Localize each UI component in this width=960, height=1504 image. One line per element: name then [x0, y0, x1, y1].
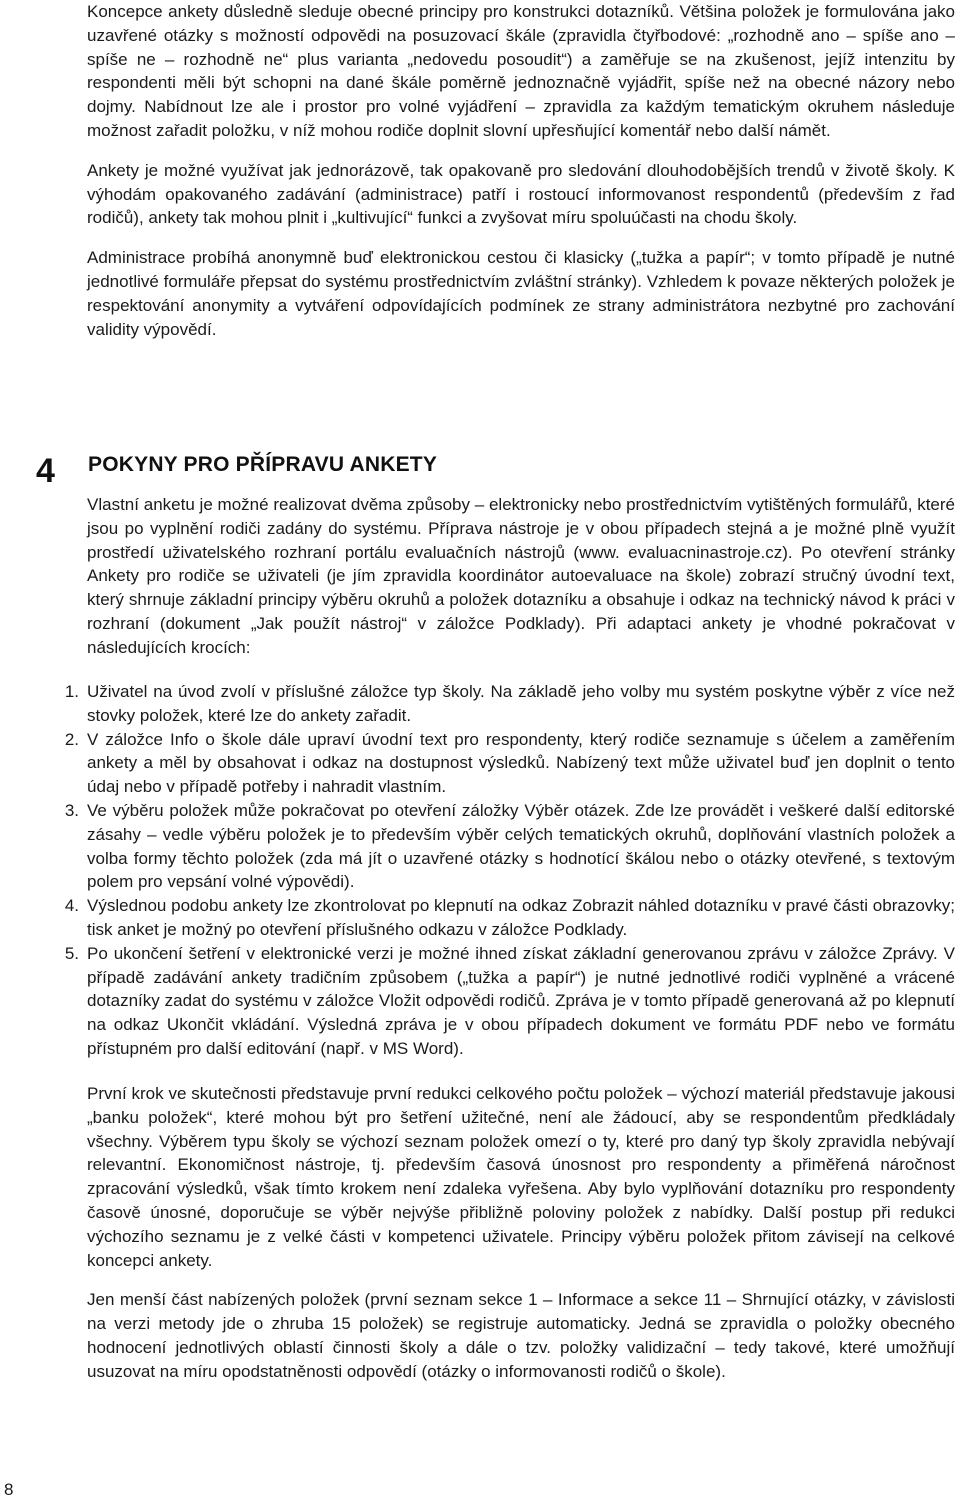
intro-paragraph-3: Administrace probíhá anonymně buď elektronickou cestou či klasicky („tužka a papír“; v tomto případě je nutné jednotlivé formuláře přepsat do systému prostřednictvím zvláštní stránky). Vzhledem k povaze některých položek je respektování anonymity a vytváření odpovídajících podmínek ze strany administrátora nezbytné pro zachování validity výpovědí.	[87, 248, 955, 339]
section-heading: POKYNY PRO PŘÍPRAVU ANKETY	[88, 453, 438, 476]
section-number: 4	[36, 452, 55, 490]
intro-section	[87, 0, 955, 341]
list-item-number: 3.	[64, 800, 79, 820]
list-item-text: Uživatel na úvod zvolí v příslušné záložce typ školy. Na základě jeho volby mu systém poskytne výběr z více než stovky položek, které lze do ankety zařadit.	[87, 682, 955, 725]
list-item	[64, 894, 955, 942]
list-item-number: 4.	[64, 896, 79, 916]
list-item-text: Ve výběru položek může pokračovat po otevření záložky Výběr otázek. Zde lze provádět i veškeré další editorské zásahy – vedle výběru položek je to především výběr celých tematických okruhů, doplňování vlastních položek a volba formy těchto položek (zda má jít o uzavřené otázky s hodnotící škálou nebo o otázky otevřené, s textovým polem pro vepsání volné výpovědi).	[87, 800, 955, 892]
list-item	[64, 680, 955, 728]
list-item-number: 2.	[64, 729, 79, 749]
list-item-number: 1.	[64, 682, 79, 701]
closing-section	[87, 1082, 955, 1384]
list-item-text: Výslednou podobu ankety lze zkontrolovat po klepnutí na odkaz Zobrazit náhled dotazníku v pravé části obrazovky; tisk anket je možný po otevření příslušného odkazu v záložce Podklady.	[87, 896, 955, 939]
section-paragraph: Vlastní anketu je možné realizovat dvěma způsoby – elektronicky nebo prostřednictvím vytištěných formulářů, které jsou po vyplnění rodiči zadány do systému. Příprava nástroje je v obou případech stejná a je možné plně využít prostředí uživatelského rozhraní portálu evaluačních nástrojů (www. evaluacninastroje.cz). Po otevření stránky Ankety pro rodiče se uživateli (je jím zpravidla koordinátor autoevaluace na škole) zobrazí stručný úvodní text, který shrnuje základní principy výběru okruhů a položek dotazníku a obsahuje i odkaz na technický návod k práci v rozhraní (dokument „Jak použít nástroj“ v záložce Podklady). Při adaptaci ankety je vhodné pokračovat v následujících krocích:	[87, 495, 955, 657]
intro-paragraph-1: Koncepce ankety důsledně sleduje obecné principy pro konstrukci dotazníků. Většina položek je formulována jako uzavřené otázky s možností odpovědi na posuzovací škále (zpravidla čtyřbodové: „rozhodně ano – spíše ano – spíše ne – rozhodně ne“ plus varianta „nedovedu posoudit“) a zaměřuje se na zkušenost, jejíž intenzitu by respondenti měli být schopni na dané škále poměrně jednoznačně vyjádřit, spíše než na obecné názory nebo dojmy. Nabídnout lze ale i prostor pro volné vyjádření – zpravidla za každým tematickým okruhem následuje možnost zařadit položku, v níž mohou rodiče doplnit slovní upřesňující komentář nebo další námět.	[87, 2, 955, 140]
section-body	[87, 493, 955, 660]
intro-paragraph-2: Ankety je možné využívat jak jednorázově, tak opakovaně pro sledování dlouhodobějších trendů v životě školy. K výhodám opakovaného zadávání (administrace) patří i rostoucí informovanost respondentů (především z řad rodičů), ankety tak mohou plnit i „kultivující“ funkci a zvyšovat míru spoluúčasti na chodu školy.	[87, 160, 955, 228]
closing-paragraph-2: Jen menší část nabízených položek (první seznam sekce 1 – Informace a sekce 11 – Shrnující otázky, v závislosti na verzi metody jde o zhruba 15 položek) se registruje automaticky. Jedná se zpravidla o položky obecného hodnocení jednotlivých oblastí činnosti školy a dále o tzv. položky validizační – tedy takové, které umožňují usuzovat na míru opodstatněnosti odpovědí (otázky o informovanosti rodičů o škole).	[87, 1290, 955, 1381]
list-item	[64, 942, 955, 1061]
closing-paragraph-1: První krok ve skutečnosti představuje první redukci celkového počtu položek – výchozí materiál představuje jakousi „banku položek“, které mohou být pro šetření užitečné, není ale žádoucí, aby se respondentům předkládaly všechny. Výběrem typu školy se výchozí seznam položek omezí o ty, které pro daný typ školy zpravidla nebývají relevantní. Ekonomičnost nástroje, tj. především časová únosnost pro respondenty a přiměřená náročnost zpracování výsledků, však tímto krokem není zdaleka vyřešena. Aby bylo vyplňování dotazníku pro respondenty časově únosné, doporučuje se výběr nejvýše přibližně poloviny položek z nabídky. Další postup při redukci výchozího seznamu je z velké části v kompetenci uživatele. Principy výběru položek přitom závisejí na celkové koncepci ankety.	[87, 1084, 955, 1270]
list-item	[64, 728, 955, 799]
list-item	[64, 799, 955, 894]
steps-list	[64, 680, 955, 1061]
list-item-text: Po ukončení šetření v elektronické verzi je možné ihned získat základní generovanou zprávu v záložce Zprávy. V případě zadávání ankety tradičním způsobem („tužka a papír“) je nutné jednotlivé rodiči vyplněné a vrácené dotazníky zadat do systému v záložce Vložit odpovědi rodičů. Zpráva je v tomto případě generovaná až po klepnutí na odkaz Ukončit vkládání. Výsledná zpráva je v obou případech dokument ve formátu PDF nebo ve formátu přístupném pro další editování (např. v MS Word).	[87, 943, 955, 1058]
list-item-text: V záložce Info o škole dále upraví úvodní text pro respondenty, který rodiče seznamuje s účelem a zaměřením ankety a měl by obsahovat i odkaz na dostupnost výsledků. Nabízený text může uživatel buď jen doplnit o tento údaj nebo v případě potřeby i nahradit vlastním.	[87, 729, 955, 797]
list-item-number: 5.	[64, 943, 79, 963]
page-number: 8	[4, 1480, 14, 1499]
